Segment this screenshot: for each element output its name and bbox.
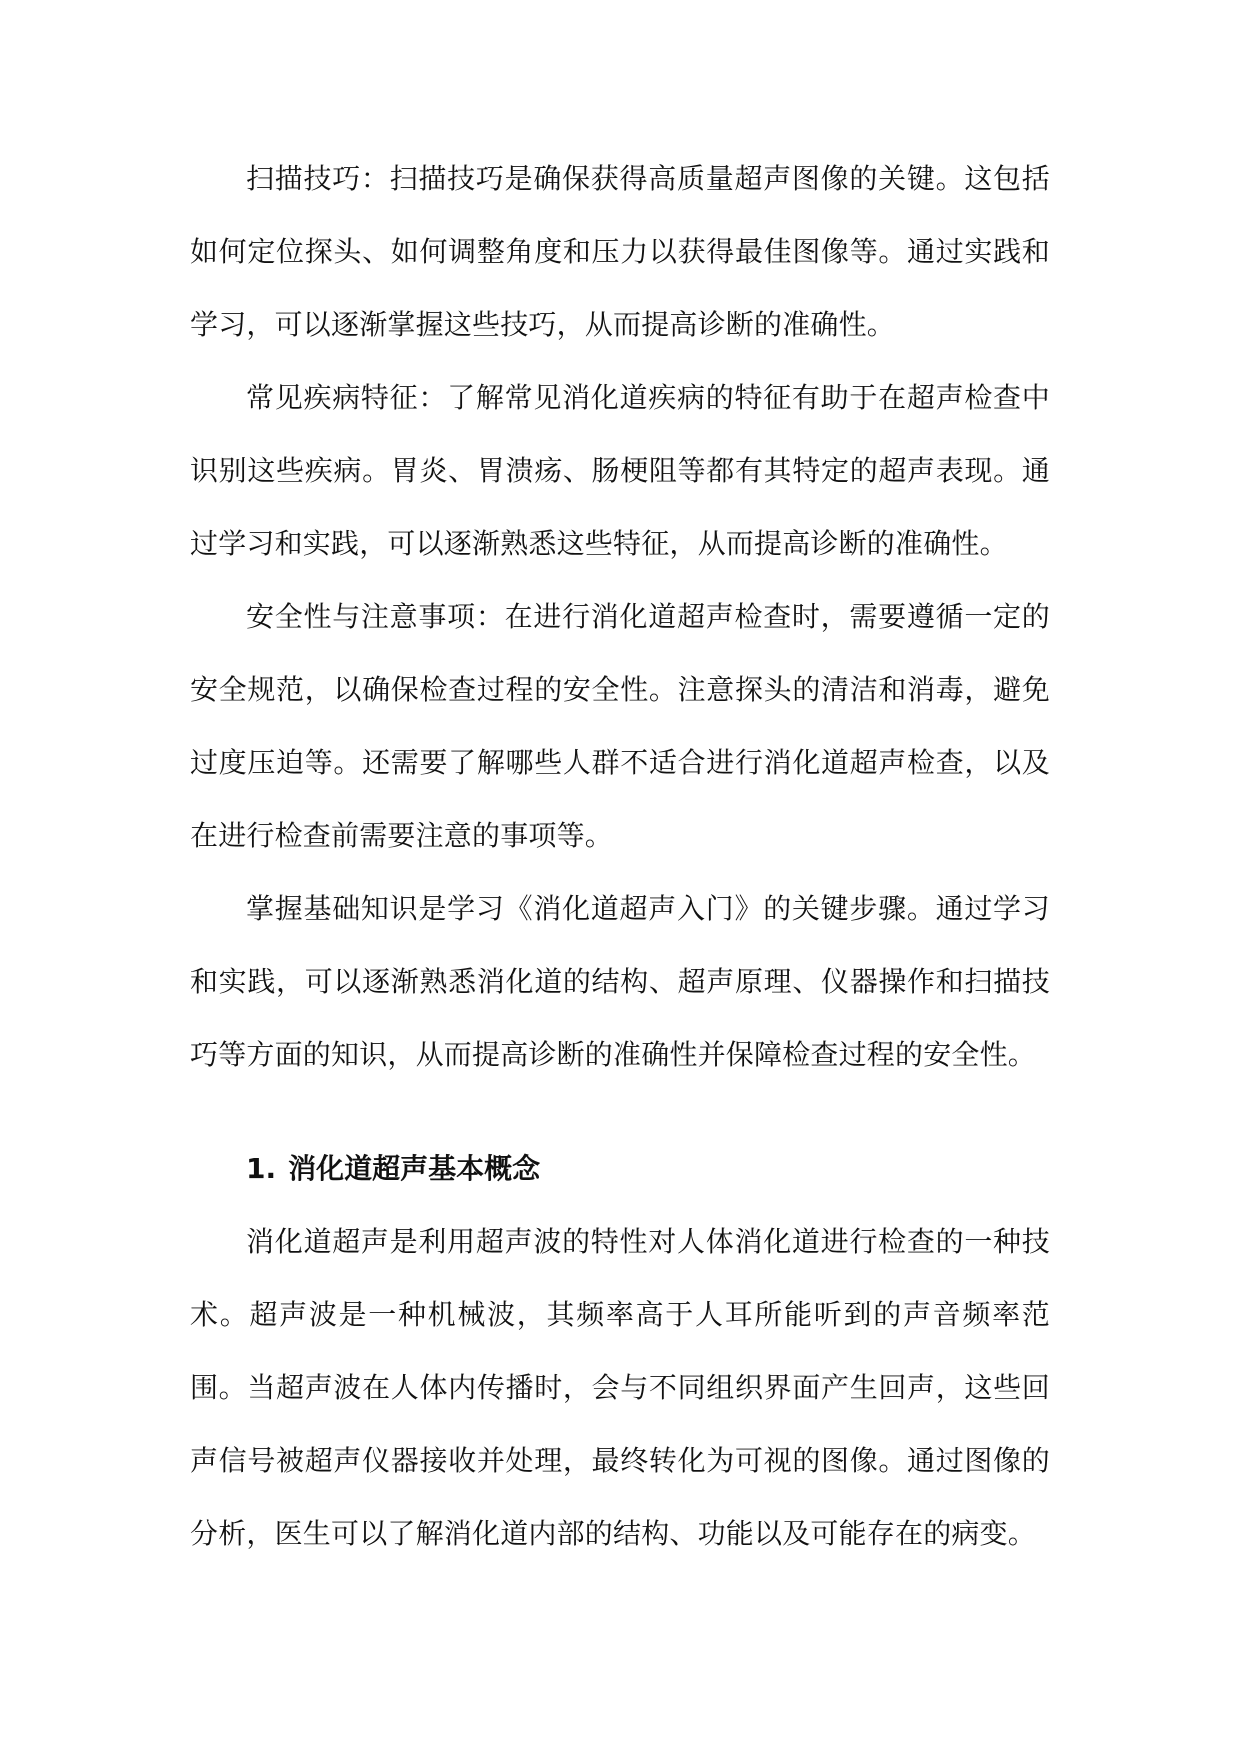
document-page	[190, 142, 1050, 1570]
section-number: 1.	[246, 1152, 277, 1185]
paragraph-scanning-technique: 扫描技巧：扫描技巧是确保获得高质量超声图像的关键。这包括如何定位探头、如何调整角度和压力以获得最佳图像等。通过实践和学习，可以逐渐掌握这些技巧，从而提高诊断的准确性。	[190, 162, 1050, 341]
paragraph-common-disease-features: 常见疾病特征：了解常见消化道疾病的特征有助于在超声检查中识别这些疾病。胃炎、胃溃疡、肠梗阻等都有其特定的超声表现。通过学习和实践，可以逐渐熟悉这些特征，从而提高诊断的准确性。	[190, 381, 1050, 560]
section-title: 消化道超声基本概念	[288, 1152, 541, 1185]
paragraph-basic-knowledge-summary: 掌握基础知识是学习《消化道超声入门》的关键步骤。通过学习和实践，可以逐渐熟悉消化道的结构、超声原理、仪器操作和扫描技巧等方面的知识，从而提高诊断的准确性并保障检查过程的安全性。	[190, 892, 1050, 1071]
section-heading	[190, 1132, 1050, 1205]
paragraph-safety-precautions: 安全性与注意事项：在进行消化道超声检查时，需要遵循一定的安全规范，以确保检查过程的安全性。注意探头的清洁和消毒，避免过度压迫等。还需要了解哪些人群不适合进行消化道超声检查，以及在进行检查前需要注意的事项等。	[190, 600, 1050, 852]
paragraph-basic-concept: 消化道超声是利用超声波的特性对人体消化道进行检查的一种技术。超声波是一种机械波，其频率高于人耳所能听到的声音频率范围。当超声波在人体内传播时，会与不同组织界面产生回声，这些回声信号被超声仪器接收并处理，最终转化为可视的图像。通过图像的分析，医生可以了解消化道内部的结构、功能以及可能存在的病变。	[190, 1225, 1050, 1550]
